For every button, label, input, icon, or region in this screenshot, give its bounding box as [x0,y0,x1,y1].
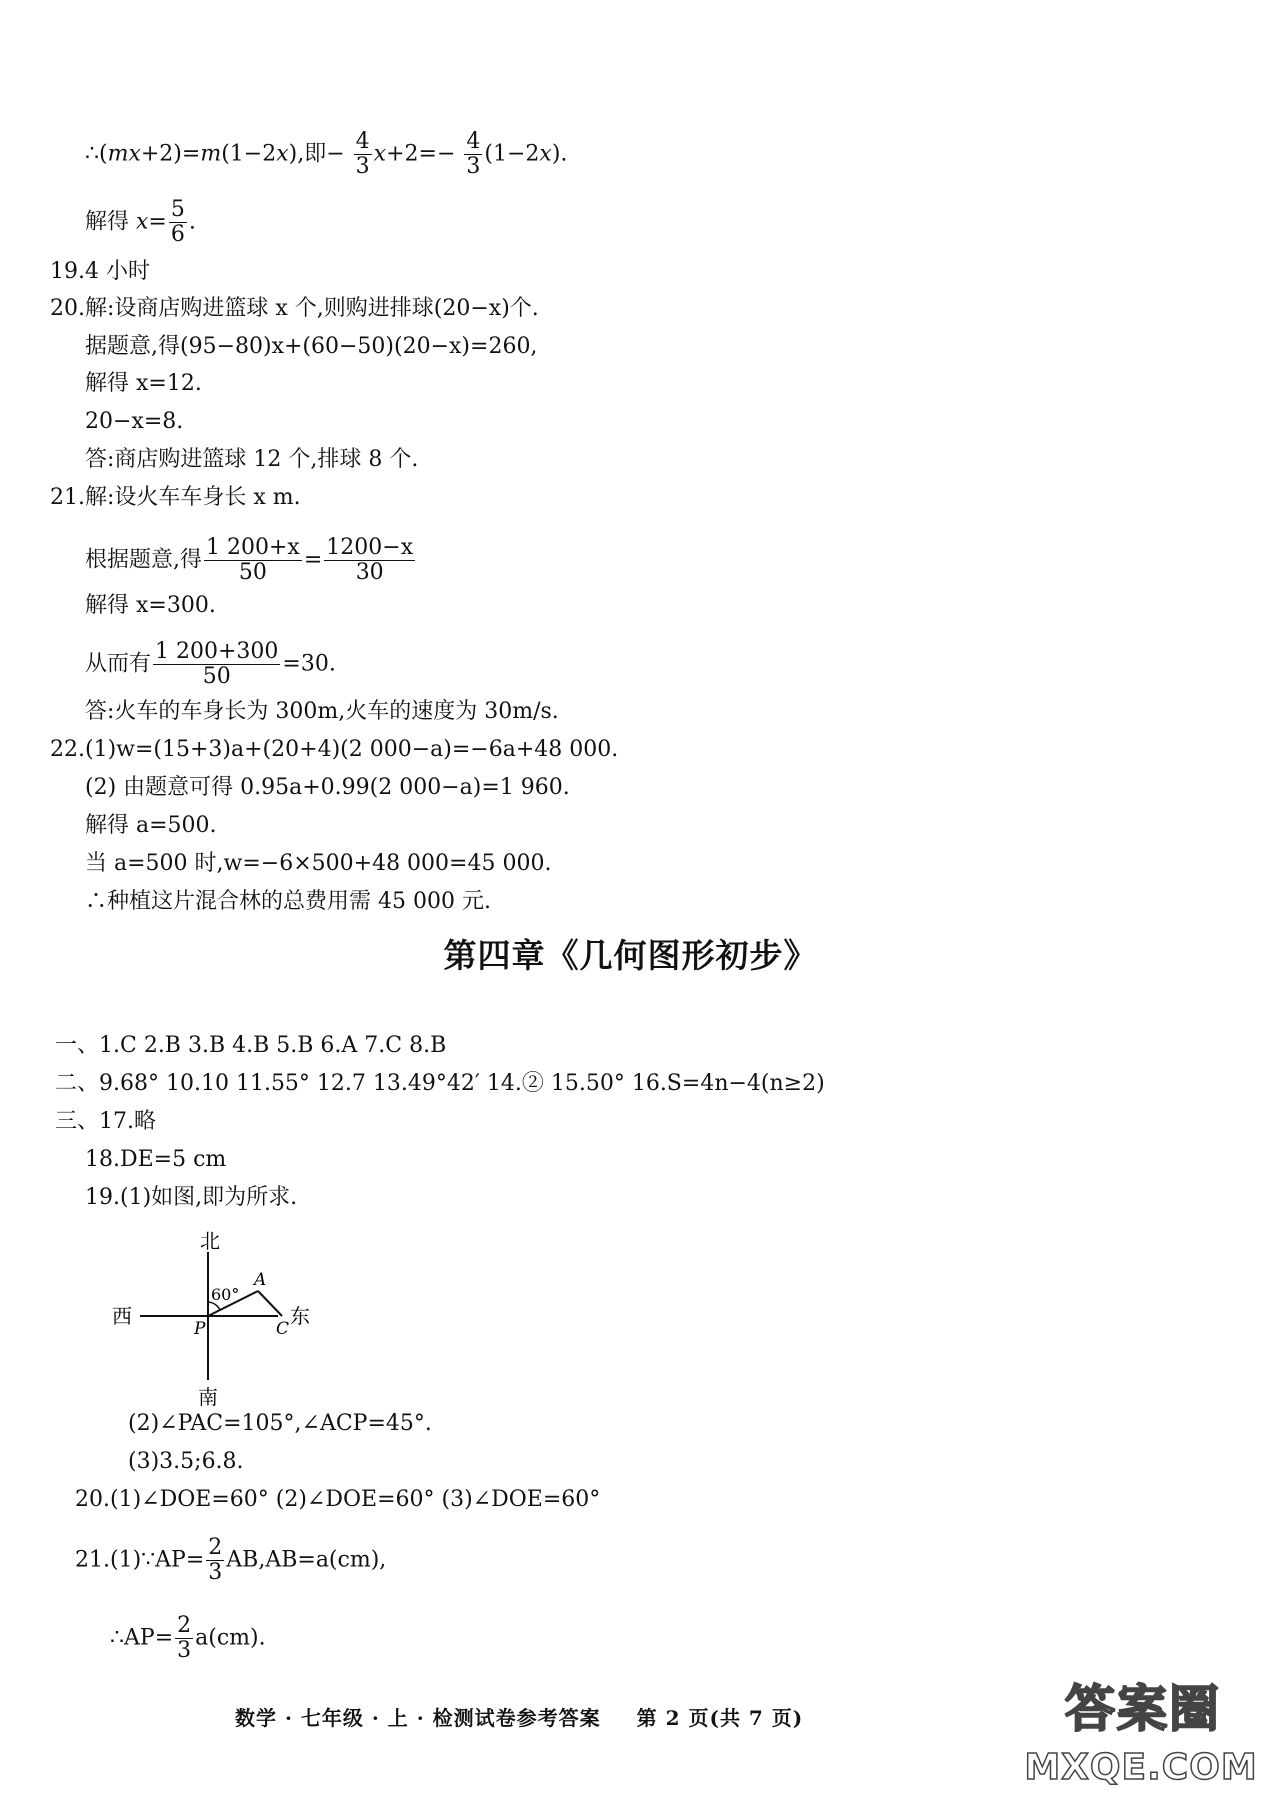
south-label: 南 [198,1385,218,1409]
fraction: $\frac{2}{3}$ [208,1535,223,1585]
point-c-label: C [276,1319,290,1339]
answer-21-line1: 21.解:设火车车身长 x m. [50,485,301,510]
answer-19-part1: 19.(1)如图,即为所求. [85,1185,298,1210]
page-footer [235,1702,831,1731]
answer-21-part2: ∴AP= $\frac{2}{3}$ a(cm). [110,1613,266,1663]
answer-19: 19.4 小时 [50,259,150,284]
point-a-label: A [254,1270,267,1290]
fraction: $\frac{1200-x}{30}$ [326,535,414,585]
answer-18: 18.DE=5 cm [85,1147,227,1172]
compass-figure [110,1230,340,1410]
west-label: 西 [112,1304,132,1328]
watermark-logo [1024,1670,1258,1788]
answer-20-line5: 答:商店购进篮球 12 个,排球 8 个. [85,447,419,472]
watermark-bottom-text: MXQE.COM [1024,1746,1258,1788]
footer-subject: 数学 · 七年级 · 上 · 检测试卷参考答案 [235,1706,601,1730]
east-label: 东 [290,1304,310,1328]
answer-20: 20.(1)∠DOE=60° (2)∠DOE=60° (3)∠DOE=60° [75,1487,601,1512]
point-p-label: P [194,1319,206,1339]
footer-page-number: 第 2 页(共 7 页) [636,1706,804,1730]
section-3-header: 三、17.略 [55,1109,156,1134]
answer-21-part1: 21.(1)∵AP= $\frac{2}{3}$ AB,AB=a(cm), [75,1535,387,1585]
chapter-heading: 第四章《几何图形初步》 [443,936,818,975]
answer-20-line1: 20.解:设商店购进篮球 x 个,则购进排球(20−x)个. [50,296,539,321]
fraction: $\frac{2}{3}$ [177,1613,192,1663]
answer-20-line4: 20−x=8. [85,409,184,434]
answer-20-line3: 解得 x=12. [85,371,202,396]
angle-label: 60° [211,1285,240,1304]
watermark-top-text: 答案圈 [1065,1680,1221,1738]
fraction: $\frac{4}{3}$ [355,129,370,179]
section-2-answers: 二、9.68° 10.10 11.55° 12.7 13.49°42′ 14.② 15.50° 16.S=4n−4(n≥2) [55,1071,825,1096]
answer-21-line3: 解得 x=300. [85,593,216,618]
fraction: $\frac{1 200+300}{50}$ [155,639,279,689]
answer-21-line2: 根据题意,得 $\frac{1 200+x}{50}$ = $\frac{1200-x}{30}$ [85,535,414,585]
section-1-answers: 一、1.C 2.B 3.B 4.B 5.B 6.A 7.C 8.B [55,1033,447,1058]
answer-22-line3: 解得 a=500. [85,813,217,838]
equation-line-1: ∴(mx+2)=m(1−2x),即− $\frac{4}{3}$ x+2=− $\frac{4}{3}$ (1−2x). [85,129,568,179]
equation-line-2: 解得 x= $\frac{5}{6}$ . [85,197,196,247]
fraction: $\frac{4}{3}$ [466,129,481,179]
answer-22-line1: 22.(1)w=(15+3)a+(20+4)(2 000−a)=−6a+48 000. [50,737,619,762]
fraction: $\frac{5}{6}$ [170,197,185,247]
answer-21-line4: 从而有 $\frac{1 200+300}{50}$ =30. [85,639,336,689]
answer-19-part2: (2)∠PAC=105°,∠ACP=45°. [128,1411,432,1436]
north-label: 北 [200,1230,220,1253]
fraction: $\frac{1 200+x}{50}$ [206,535,300,585]
segment-ac [258,1291,282,1316]
answer-21-line5: 答:火车的车身长为 300m,火车的速度为 30m/s. [85,699,559,724]
answer-22-line5: ∴种植这片混合林的总费用需 45 000 元. [85,889,491,914]
answer-22-line4: 当 a=500 时,w=−6×500+48 000=45 000. [85,851,552,876]
answer-22-line2: (2) 由题意可得 0.95a+0.99(2 000−a)=1 960. [85,775,570,800]
answer-20-line2: 据题意,得(95−80)x+(60−50)(20−x)=260, [85,334,538,359]
answer-19-part3: (3)3.5;6.8. [128,1449,244,1474]
